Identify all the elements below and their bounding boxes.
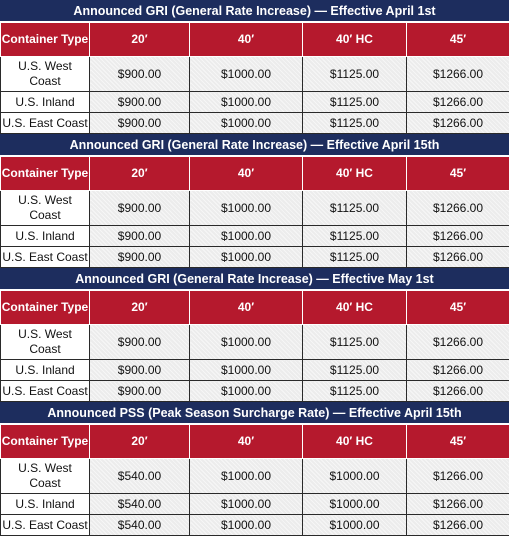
rate-cell: $540.00 (90, 515, 190, 536)
rate-cell: $900.00 (90, 360, 190, 381)
column-header-size: 40′ HC (303, 23, 407, 57)
region-cell: U.S. Inland (1, 360, 90, 381)
rate-cell: $540.00 (90, 459, 190, 494)
rate-cell: $1125.00 (303, 226, 407, 247)
rate-cell: $1266.00 (407, 226, 509, 247)
region-cell: U.S. East Coast (1, 515, 90, 536)
rate-cell: $900.00 (90, 247, 190, 268)
table-row (1, 515, 509, 536)
region-cell: U.S. East Coast (1, 381, 90, 402)
rate-cell: $1000.00 (190, 325, 303, 360)
table-row (1, 113, 509, 134)
rate-cell: $1000.00 (190, 247, 303, 268)
rate-cell: $1000.00 (190, 459, 303, 494)
table-row (1, 226, 509, 247)
rate-cell: $1000.00 (190, 226, 303, 247)
table-row (1, 57, 509, 92)
column-header-size: 45′ (407, 23, 509, 57)
rate-cell: $1000.00 (303, 494, 407, 515)
rate-cell: $900.00 (90, 226, 190, 247)
table-row (1, 360, 509, 381)
header-row (1, 157, 509, 191)
rate-cell: $540.00 (90, 494, 190, 515)
rate-table (0, 290, 509, 402)
rate-cell: $1000.00 (303, 459, 407, 494)
rate-cell: $900.00 (90, 92, 190, 113)
rate-cell: $1125.00 (303, 360, 407, 381)
region-cell: U.S. West Coast (1, 191, 90, 226)
table-row (1, 191, 509, 226)
rate-cell: $1266.00 (407, 57, 509, 92)
section-title: Announced GRI (General Rate Increase) — Effective May 1st (0, 268, 509, 290)
column-header-size: 45′ (407, 157, 509, 191)
section-title: Announced GRI (General Rate Increase) — Effective April 15th (0, 134, 509, 156)
region-cell: U.S. Inland (1, 494, 90, 515)
column-header-size: 40′ (190, 291, 303, 325)
column-header-size: 20′ (90, 157, 190, 191)
rate-cell: $900.00 (90, 381, 190, 402)
rate-section (0, 268, 509, 402)
table-row (1, 381, 509, 402)
rate-cell: $900.00 (90, 113, 190, 134)
rate-cell: $900.00 (90, 191, 190, 226)
rate-section (0, 402, 509, 536)
rate-cell: $900.00 (90, 57, 190, 92)
table-row (1, 247, 509, 268)
rate-cell: $1266.00 (407, 360, 509, 381)
region-cell: U.S. Inland (1, 92, 90, 113)
region-cell: U.S. West Coast (1, 57, 90, 92)
rate-cell: $1266.00 (407, 325, 509, 360)
section-title: Announced PSS (Peak Season Surcharge Rate) — Effective April 15th (0, 402, 509, 424)
header-row (1, 425, 509, 459)
column-header-size: 40′ (190, 23, 303, 57)
region-cell: U.S. West Coast (1, 459, 90, 494)
rate-cell: $1266.00 (407, 381, 509, 402)
rate-cell: $1266.00 (407, 494, 509, 515)
rate-cell: $1266.00 (407, 92, 509, 113)
column-header-size: 40′ HC (303, 157, 407, 191)
column-header-size: 45′ (407, 291, 509, 325)
region-cell: U.S. Inland (1, 226, 90, 247)
rate-cell: $1000.00 (190, 57, 303, 92)
column-header-container-type: Container Type (1, 291, 90, 325)
rate-cell: $1125.00 (303, 191, 407, 226)
column-header-container-type: Container Type (1, 157, 90, 191)
rate-cell: $900.00 (90, 325, 190, 360)
rate-cell: $1000.00 (190, 113, 303, 134)
region-cell: U.S. East Coast (1, 247, 90, 268)
table-row (1, 459, 509, 494)
rate-section (0, 134, 509, 268)
column-header-container-type: Container Type (1, 23, 90, 57)
rate-cell: $1125.00 (303, 57, 407, 92)
rate-cell: $1266.00 (407, 515, 509, 536)
column-header-size: 45′ (407, 425, 509, 459)
rate-table (0, 156, 509, 268)
rate-cell: $1266.00 (407, 113, 509, 134)
rate-table (0, 22, 509, 134)
region-cell: U.S. East Coast (1, 113, 90, 134)
rate-cell: $1000.00 (190, 191, 303, 226)
header-row (1, 291, 509, 325)
table-row (1, 325, 509, 360)
rate-cell: $1000.00 (303, 515, 407, 536)
rate-cell: $1266.00 (407, 247, 509, 268)
column-header-size: 40′ (190, 425, 303, 459)
column-header-size: 20′ (90, 291, 190, 325)
region-cell: U.S. West Coast (1, 325, 90, 360)
column-header-container-type: Container Type (1, 425, 90, 459)
column-header-size: 20′ (90, 425, 190, 459)
rate-cell: $1000.00 (190, 92, 303, 113)
rate-section (0, 0, 509, 134)
table-row (1, 92, 509, 113)
rate-table (0, 424, 509, 536)
rate-cell: $1266.00 (407, 459, 509, 494)
rate-cell: $1125.00 (303, 325, 407, 360)
rate-cell: $1266.00 (407, 191, 509, 226)
header-row (1, 23, 509, 57)
rate-cell: $1125.00 (303, 113, 407, 134)
column-header-size: 40′ HC (303, 425, 407, 459)
rate-cell: $1000.00 (190, 360, 303, 381)
rate-cell: $1125.00 (303, 92, 407, 113)
rate-cell: $1125.00 (303, 247, 407, 268)
column-header-size: 40′ (190, 157, 303, 191)
rate-cell: $1000.00 (190, 381, 303, 402)
column-header-size: 40′ HC (303, 291, 407, 325)
rate-cell: $1000.00 (190, 494, 303, 515)
column-header-size: 20′ (90, 23, 190, 57)
rate-cell: $1000.00 (190, 515, 303, 536)
table-row (1, 494, 509, 515)
rate-cell: $1125.00 (303, 381, 407, 402)
section-title: Announced GRI (General Rate Increase) — Effective April 1st (0, 0, 509, 22)
